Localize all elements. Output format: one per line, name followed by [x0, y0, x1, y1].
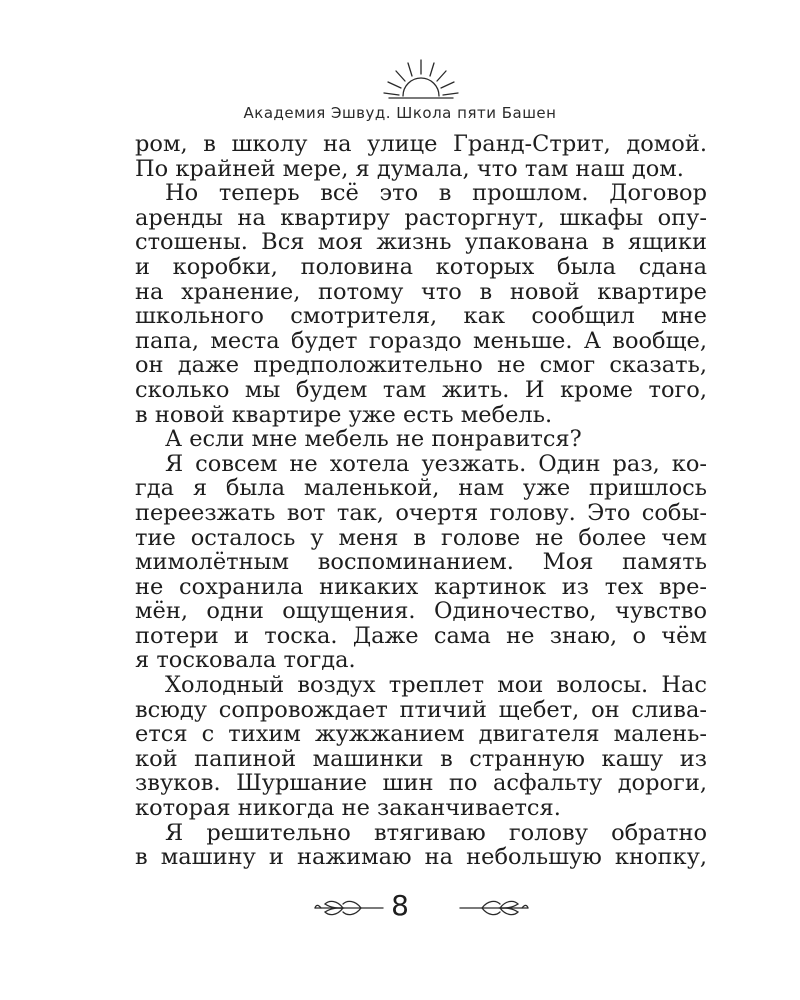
text-line: Я решительно втягиваю голову обратно: [165, 819, 707, 846]
page-number: 8: [391, 889, 409, 922]
page-footer: [0, 888, 800, 928]
text-line: тие осталось у меня в голове не более чем: [135, 524, 707, 551]
text-line: не сохранила никаких картинок из тех вре-: [135, 573, 707, 600]
text-line: переезжать вот так, очертя голову. Это собы-: [135, 499, 707, 526]
text-line: Я совсем не хотела уезжать. Один раз, ко-: [165, 450, 707, 477]
text-line: А если мне мебель не понравится?: [165, 426, 582, 453]
text-line: потери и тоска. Даже сама не знаю, о чём: [135, 622, 707, 649]
text-line: кой папиной машинки в странную кашу из: [135, 745, 707, 772]
text-line: я тосковала тогда.: [135, 647, 356, 674]
text-line: всюду сопровождает птичий щебет, он слива-: [135, 696, 707, 723]
text-line: По крайней мере, я думала, что там наш дом.: [135, 155, 684, 182]
text-line: папа, места будет гораздо меньше. А вообще,: [135, 327, 707, 354]
text-line: он даже предположительно не смог сказать,: [135, 352, 707, 379]
text-line: аренды на квартиру расторгнут, шкафы опу-: [135, 204, 707, 231]
text-line: Холодный воздух треплет мои волосы. Нас: [165, 672, 707, 699]
text-line: мён, одни ощущения. Одиночество, чувство: [135, 598, 707, 625]
running-title: Академия Эшвуд. Школа пяти Башен: [243, 104, 557, 122]
text-line: стошены. Вся моя жизнь упакована в ящики: [135, 229, 707, 256]
text-line: гда я была маленькой, нам уже пришлось: [135, 475, 707, 502]
text-line: ром, в школу на улице Гранд-Стрит, домой.: [135, 131, 707, 157]
text-line: на хранение, потому что в новой квартире: [135, 278, 707, 305]
rising-sun-icon: [381, 58, 461, 100]
text-line: которая никогда не заканчивается.: [135, 795, 561, 822]
text-line: Но теперь всё это в прошлом. Договор: [165, 180, 707, 207]
text-line: мимолётным воспоминанием. Моя память: [135, 549, 707, 576]
leafy-branch-icon: [458, 896, 530, 920]
text-line: сколько мы будем там жить. И кроме того,: [135, 376, 707, 403]
text-line: в машину и нажимаю на небольшую кнопку,: [135, 844, 707, 871]
text-line: ется с тихим жужжанием двигателя малень-: [135, 721, 707, 748]
text-line: в новой квартире уже есть мебель.: [135, 401, 553, 428]
text-line: школьного смотрителя, как сообщил мне: [135, 303, 707, 330]
text-line: звуков. Шуршание шин по асфальту дороги,: [135, 770, 707, 797]
text-line: и коробки, половина которых была сдана: [135, 253, 707, 280]
body-text: [135, 132, 707, 870]
